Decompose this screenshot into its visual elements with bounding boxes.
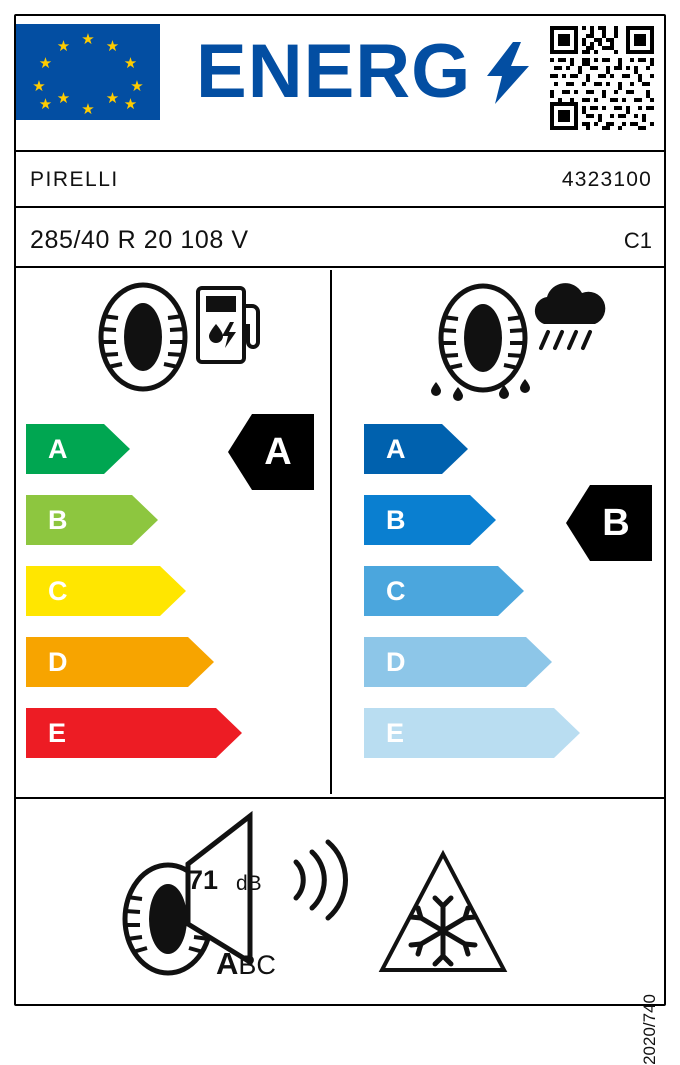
fuel-pump-icon [192, 282, 264, 368]
fuel-grade-e [26, 708, 242, 758]
fuel-grade-b-label: B [48, 504, 68, 535]
fuel-grade-d [26, 637, 214, 687]
energy-wordmark: ENERG [196, 29, 472, 114]
wet-grade-b [364, 495, 496, 545]
wet-grade-a-label: A [386, 433, 406, 464]
wet-grade-b-label: B [386, 504, 406, 535]
divider-brand [16, 206, 664, 208]
snowflake-mountain-icon [378, 848, 508, 976]
wet-rating-value: B [602, 501, 630, 544]
fuel-grade-a-label: A [48, 433, 68, 464]
tyre-icon [88, 282, 198, 392]
fuel-grade-c [26, 566, 186, 616]
fuel-grade-e-label: E [48, 717, 67, 748]
fuel-grade-b [26, 495, 158, 545]
wet-grade-d [364, 637, 552, 687]
wet-grade-c-label: C [386, 575, 406, 606]
tyre-icon [428, 286, 538, 396]
sound-waves-icon [288, 830, 348, 930]
fuel-grade-d-label: D [48, 646, 68, 677]
fuel-grade-c-label: C [48, 575, 68, 606]
tyre-size: 285/40 R 20 108 V [30, 226, 249, 254]
noise-class-selected: A [216, 946, 239, 981]
noise-class-rest: BC [238, 950, 276, 980]
noise-value: 71 [188, 865, 219, 895]
divider-size [16, 266, 664, 268]
divider-classes [16, 797, 664, 799]
noise-unit: dB [236, 872, 262, 895]
divider-header [16, 150, 664, 152]
fuel-grade-a [26, 424, 130, 474]
rain-cloud-icon [524, 280, 612, 368]
divider-vertical [330, 270, 332, 794]
wet-rating-badge [566, 485, 652, 561]
wet-grade-d-label: D [386, 646, 406, 677]
wet-grade-a [364, 424, 468, 474]
wet-grade-c [364, 566, 524, 616]
tyre-brand: PIRELLI [30, 168, 119, 191]
tyre-code: 4323100 [561, 168, 652, 191]
tyre-class-code: C1 [623, 228, 652, 253]
lightning-bolt-icon [487, 42, 529, 104]
wet-grade-e-label: E [386, 717, 405, 748]
fuel-rating-value: A [264, 430, 292, 473]
qr-code [550, 26, 654, 130]
fuel-rating-badge [228, 414, 314, 490]
noise-class [216, 946, 276, 982]
eu-flag: ★ ★ ★ ★ ★ ★ ★ ★ ★ ★ ★ ★ [16, 24, 160, 120]
wet-grade-e [364, 708, 580, 758]
regulation-code: 2020/740 [640, 994, 659, 1065]
